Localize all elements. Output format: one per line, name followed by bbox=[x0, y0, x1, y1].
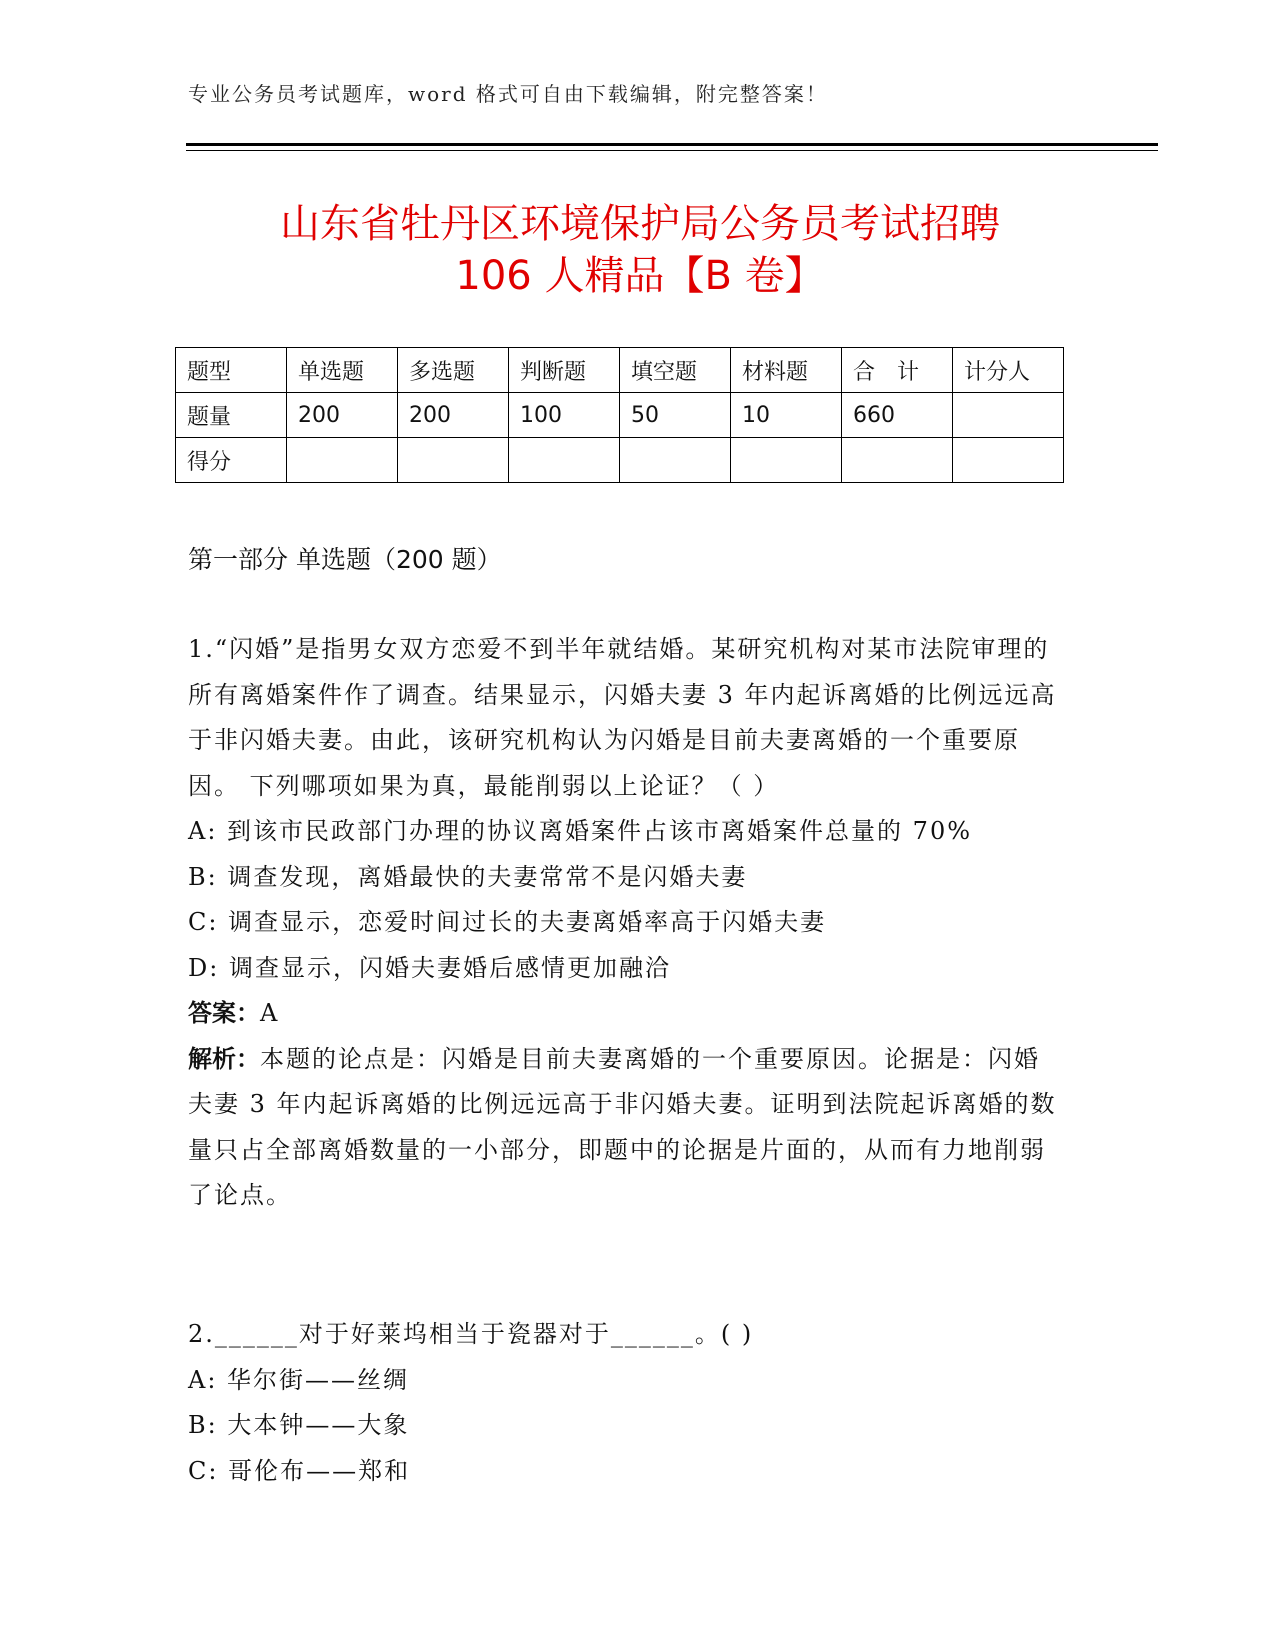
analysis-label: 解析： bbox=[188, 1044, 260, 1073]
option-a: A: 到该市民政部门办理的协议离婚案件占该市离婚案件总量的 70% bbox=[188, 817, 973, 845]
count-cell bbox=[953, 393, 1064, 438]
option-b: B: 大本钟——大象 bbox=[188, 1411, 410, 1439]
score-table-score-row bbox=[176, 438, 1064, 483]
score-cell: 得分 bbox=[176, 438, 287, 483]
count-cell: 200 bbox=[398, 393, 509, 438]
question-stem: 2.______对于好莱坞相当于瓷器对于______。( ) bbox=[188, 1320, 754, 1348]
analysis-text: 本题的论点是：闪婚是目前夫妻离婚的一个重要原因。论据是：闪婚夫妻 3 年内起诉离婚的比例远远高于非闪婚夫妻。证明到法院起诉离婚的数量只占全部离婚数量的一小部分，即题中的论据是片面的，从而有力地削弱了论点。 bbox=[188, 1044, 1057, 1209]
answer-value: A bbox=[260, 999, 280, 1027]
count-cell: 100 bbox=[509, 393, 620, 438]
header-rule-thin bbox=[186, 150, 1158, 151]
header-cell: 材料题 bbox=[731, 348, 842, 393]
question-1 bbox=[188, 627, 1058, 1219]
page-title bbox=[150, 198, 1130, 302]
option-b: B: 调查发现，离婚最快的夫妻常常不是闪婚夫妻 bbox=[188, 862, 748, 891]
option-a: A: 华尔街——丝绸 bbox=[188, 1365, 410, 1394]
header-note: 专业公务员考试题库，word 格式可自由下载编辑，附完整答案！ bbox=[188, 82, 828, 106]
score-cell bbox=[509, 438, 620, 483]
score-cell bbox=[842, 438, 953, 483]
score-cell bbox=[953, 438, 1064, 483]
header-cell: 填空题 bbox=[620, 348, 731, 393]
header-cell: 题型 bbox=[176, 348, 287, 393]
option-c: C: 哥伦布——郑和 bbox=[188, 1456, 411, 1485]
score-cell bbox=[731, 438, 842, 483]
score-table-count-row bbox=[176, 393, 1064, 438]
count-cell: 题量 bbox=[176, 393, 287, 438]
count-cell: 200 bbox=[287, 393, 398, 438]
header-cell: 多选题 bbox=[398, 348, 509, 393]
header-cell: 计分人 bbox=[953, 348, 1064, 393]
title-line-2: 106 人精品【B 卷】 bbox=[455, 253, 825, 299]
score-cell bbox=[398, 438, 509, 483]
analysis-line bbox=[188, 1037, 1058, 1219]
option-d: D: 调查显示，闪婚夫妻婚后感情更加融洽 bbox=[188, 953, 671, 982]
title-line-1: 山东省牡丹区环境保护局公务员考试招聘 bbox=[280, 201, 1000, 247]
score-table-header-row bbox=[176, 348, 1064, 393]
header-rule-thick bbox=[186, 143, 1158, 146]
header-cell: 判断题 bbox=[509, 348, 620, 393]
answer-label: 答案： bbox=[188, 999, 260, 1027]
option-c: C: 调查显示，恋爱时间过长的夫妻离婚率高于闪婚夫妻 bbox=[188, 908, 827, 936]
count-cell: 660 bbox=[842, 393, 953, 438]
count-cell: 50 bbox=[620, 393, 731, 438]
score-cell bbox=[287, 438, 398, 483]
question-2 bbox=[188, 1312, 1058, 1494]
question-stem: 1.“闪婚”是指男女双方恋爱不到半年就结婚。某研究机构对某市法院审理的所有离婚案件作了调查。结果显示，闪婚夫妻 3 年内起诉离婚的比例远远高于非闪婚夫妻。由此，该研究机构认为闪婚是目前夫妻离婚的一个重要原因。 下列哪项如果为真，最能削弱以上论证？（ ） bbox=[188, 635, 1057, 800]
header-cell: 单选题 bbox=[287, 348, 398, 393]
answer-line bbox=[188, 991, 1058, 1037]
section-title: 第一部分 单选题（200 题） bbox=[188, 545, 502, 574]
count-cell: 10 bbox=[731, 393, 842, 438]
header-cell: 合 计 bbox=[842, 348, 953, 393]
score-cell bbox=[620, 438, 731, 483]
score-table bbox=[175, 347, 1064, 483]
